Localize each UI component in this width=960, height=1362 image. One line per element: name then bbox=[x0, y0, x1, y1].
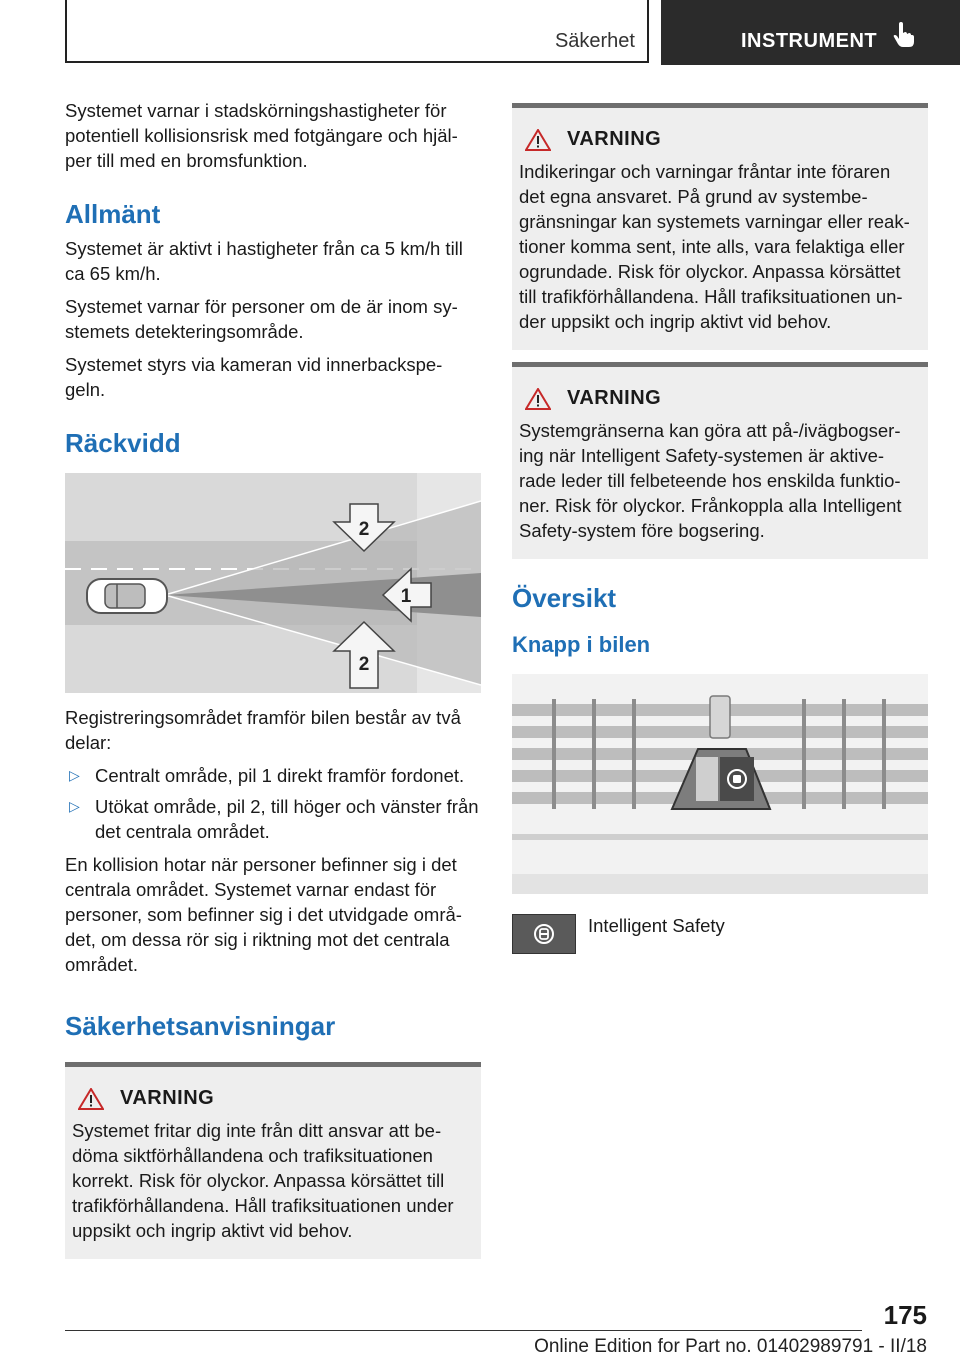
button-location-figure bbox=[512, 674, 928, 894]
heading-sakerhetsanvisningar: Säkerhetsanvisningar bbox=[65, 1011, 336, 1041]
warning-title: VARNING bbox=[567, 387, 662, 409]
page-number: 175 bbox=[883, 1300, 927, 1330]
allmant-paragraph-1: Systemet är aktivt i hastigheter från ca 5 km/h till ca 65 km/h. bbox=[65, 238, 463, 284]
intelligent-safety-button-icon[interactable] bbox=[512, 914, 576, 954]
warning-title: VARNING bbox=[567, 128, 662, 150]
right-column bbox=[512, 103, 928, 954]
detection-range-figure bbox=[65, 473, 481, 693]
warning-header bbox=[519, 128, 920, 151]
dashboard-button-illustration bbox=[512, 674, 928, 894]
warning-text: Systemet fritar dig inte från ditt ansvar att be-döma siktförhållandena och trafiksituationen korrekt. Risk för olyckor. Anpassa körsättet till trafikförhållandena. Håll trafiksituationen under uppsikt och ingrip aktivt vid behov. bbox=[72, 1120, 454, 1241]
warning-box-towing bbox=[512, 362, 928, 559]
list-item-text: Utökat område, pil 2, till höger och vänster från det centrala området. bbox=[95, 796, 479, 842]
warning-triangle-icon bbox=[78, 1088, 104, 1110]
rackvidd-paragraph-1: Registreringsområdet framför bilen består av två delar: bbox=[65, 707, 461, 753]
allmant-paragraph-3: Systemet styrs via kameran vid innerbackspe-geln. bbox=[65, 354, 443, 400]
intelligent-safety-label: Intelligent Safety bbox=[588, 915, 725, 936]
allmant-paragraph-2: Systemet varnar för personer om de är inom sy-stemets detekteringsområde. bbox=[65, 296, 458, 342]
warning-box-safety bbox=[65, 1062, 481, 1259]
heading-knapp-i-bilen: Knapp i bilen bbox=[512, 632, 651, 657]
warning-triangle-icon bbox=[525, 388, 551, 410]
intelligent-safety-icon bbox=[531, 921, 557, 947]
header-section-title: Säkerhet bbox=[554, 30, 635, 52]
figure-label-2-top: 2 bbox=[358, 519, 370, 540]
figure-label-2-bottom: 2 bbox=[358, 654, 370, 675]
heading-oversikt: Översikt bbox=[512, 583, 617, 613]
warning-header bbox=[72, 1087, 473, 1110]
footer-edition: Online Edition for Part no. 01402989791 - II/18 bbox=[534, 1336, 927, 1357]
warning-header bbox=[519, 387, 920, 410]
warning-text: Indikeringar och varningar fråntar inte föraren det egna ansvaret. På grund av systembe-gränsningar kan systemets varningar eller reak-tioner komma sent, inte alls, vara felaktiga eller ogrundade. Risk för olyckor. Anpassa körsättet till trafikförhållandena. Håll trafiksituationen un-der uppsikt och ingrip aktivt vid behov. bbox=[519, 161, 910, 332]
list-item-text: Centralt område, pil 1 direkt framför fordonet. bbox=[95, 765, 465, 786]
triangle-bullet-icon: ▷ bbox=[69, 798, 80, 814]
left-column bbox=[65, 98, 481, 1259]
warning-text: Systemgränserna kan göra att på-/ivägbogser-ing när Intelligent Safety-systemen är aktive-rade leder till felbeteende hos enskilda funktio-ner. Risk för olyckor. Frånkoppla alla Intelligent Safety-system före bogsering. bbox=[519, 420, 902, 541]
list-item bbox=[65, 763, 481, 788]
header-tab-label: INSTRUMENT bbox=[741, 30, 878, 52]
list-item bbox=[65, 794, 481, 844]
detection-range-diagram bbox=[65, 473, 481, 693]
warning-box-indications bbox=[512, 103, 928, 350]
header-section-box bbox=[65, 0, 649, 63]
figure-label-1: 1 bbox=[400, 586, 412, 607]
range-list bbox=[65, 763, 481, 844]
button-legend-row bbox=[512, 914, 928, 954]
triangle-bullet-icon: ▷ bbox=[69, 767, 80, 783]
header-instrument-tab[interactable] bbox=[661, 0, 960, 65]
hand-pointer-icon bbox=[893, 22, 915, 53]
heading-allmant: Allmänt bbox=[65, 199, 161, 229]
footer-divider bbox=[65, 1330, 862, 1331]
heading-rackvidd: Räckvidd bbox=[65, 428, 181, 458]
intro-paragraph: Systemet varnar i stadskörningshastigheter för potentiell kollisionsrisk med fotgängare och hjäl-per till med en bromsfunktion. bbox=[65, 100, 458, 171]
rackvidd-paragraph-2: En kollision hotar när personer befinner sig i det centrala området. Systemet varnar endast för personer, som befinner sig i det utvidgade områ-det, om dessa rör sig i riktning mot det centrala området. bbox=[65, 854, 462, 975]
warning-title: VARNING bbox=[120, 1087, 215, 1109]
warning-triangle-icon bbox=[525, 129, 551, 151]
car-icon bbox=[87, 579, 167, 613]
